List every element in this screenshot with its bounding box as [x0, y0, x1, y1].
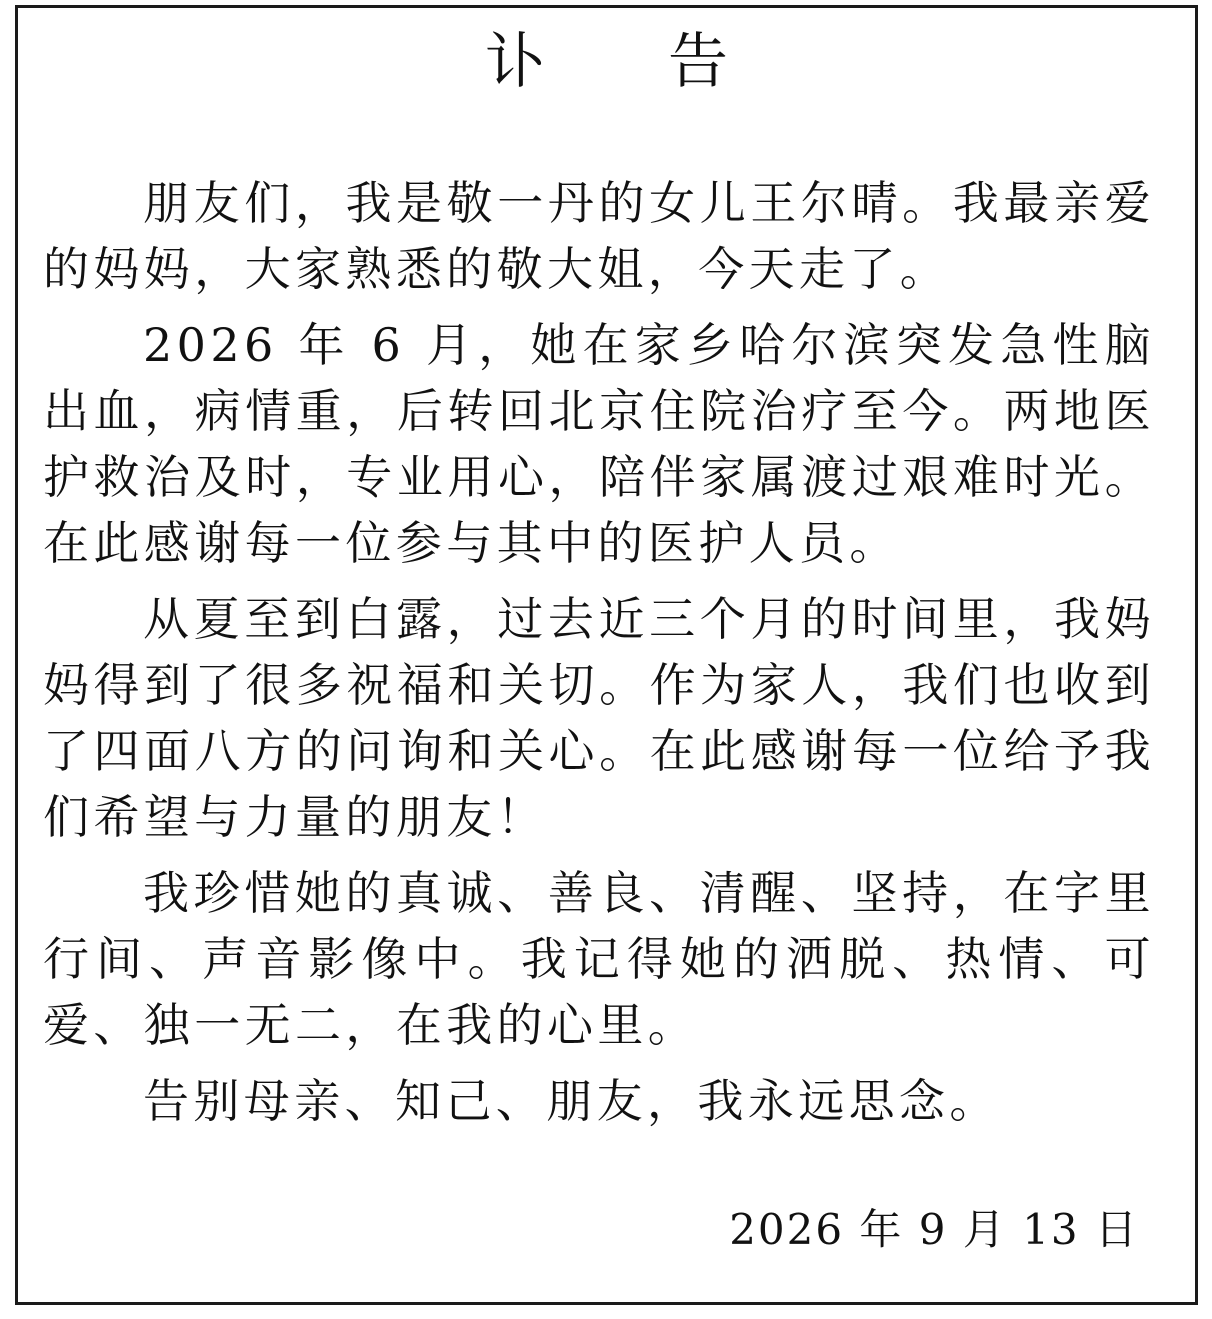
notice-title: 讣 告	[484, 27, 781, 97]
notice-date: 2026 年 9 月 13 日	[729, 1205, 1139, 1254]
paragraph-farewell: 告别母亲、知己、朋友，我永远思念。	[143, 1074, 1000, 1128]
paragraph-illness: 2026 年 6 月，她在家乡哈尔滨突发急性脑出血，病情重，后转回北京住院治疗至今。两地医护救治及时，专业用心，陪伴家属渡过艰难时光。在此感谢每一位参与其中的医护人员。	[43, 318, 1155, 570]
paragraph-gratitude: 从夏至到白露，过去近三个月的时间里，我妈妈得到了很多祝福和关切。作为家人，我们也收到了四面八方的问询和关心。在此感谢每一位给予我们希望与力量的朋友！	[43, 592, 1155, 844]
notice-body	[43, 170, 1155, 1134]
notice-frame	[15, 5, 1198, 1305]
paragraph-announcement: 朋友们，我是敬一丹的女儿王尔晴。我最亲爱的妈妈，大家熟悉的敬大姐，今天走了。	[43, 176, 1155, 296]
paragraph-memories: 我珍惜她的真诚、善良、清醒、坚持，在字里行间、声音影像中。我记得她的洒脱、热情、可爱、独一无二，在我的心里。	[43, 866, 1155, 1052]
